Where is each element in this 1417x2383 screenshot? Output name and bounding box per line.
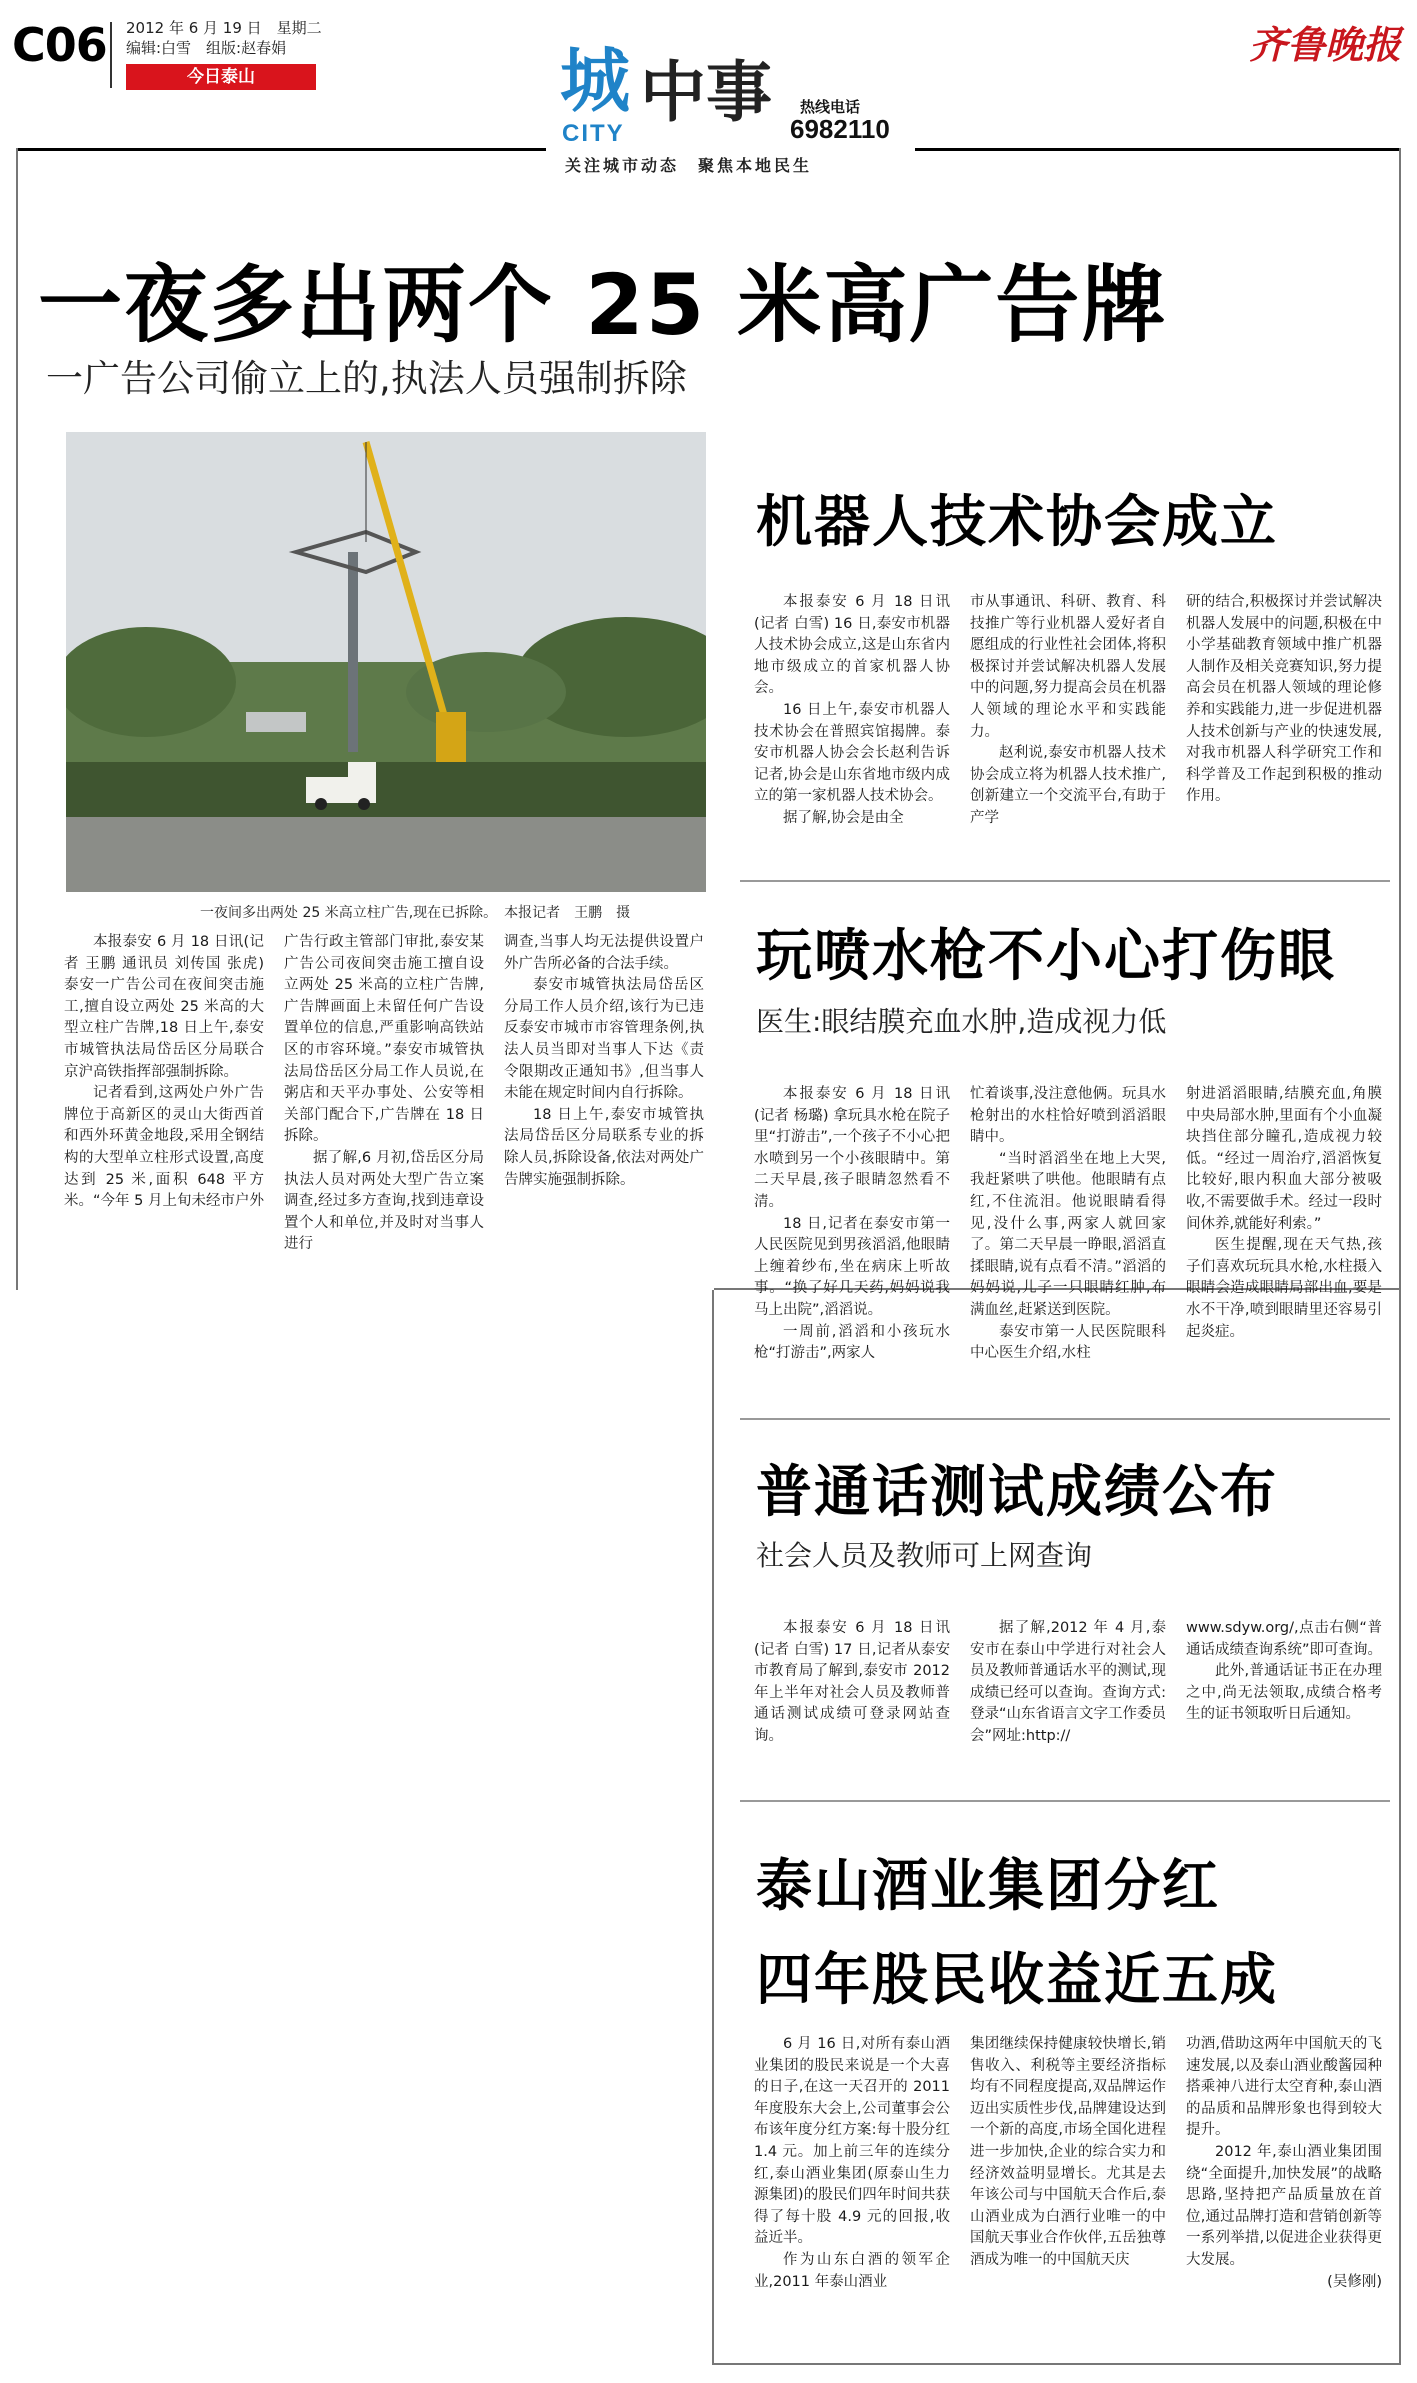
byline: (吴修刚) (1327, 2273, 1382, 2290)
paragraph: 一周前,滔滔和小孩玩水枪“打游击”,两家人 (754, 1323, 950, 1362)
paragraph: 医生提醒,现在天气热,孩子们喜欢玩玩具水枪,水柱摄入眼睛会造成眼睛局部出血,要是水不干净,喷到眼睛里还容易引起炎症。 (1186, 1237, 1382, 1340)
robot-column-2 (970, 592, 1166, 830)
hotline-label: 热线电话 (800, 98, 861, 116)
winery-column-3 (1186, 2034, 1382, 2293)
editor-line: 编辑:白雪 组版:赵春娟 (126, 39, 287, 57)
section-divider (740, 880, 1390, 882)
paragraph: 射进滔滔眼睛,结膜充血,角膜中央局部水肿,里面有个小血凝块挡住部分瞳孔,造成视力较低。“经过一周治疗,滔滔恢复比较好,眼内积血大部分被吸收,不需要做手术。经过一段时间休养,就能好利索。” (1186, 1086, 1382, 1232)
winery-title-1: 泰山酒业集团分红 (756, 1854, 1220, 1919)
paragraph: 功酒,借助这两年中国航天的飞速发展,以及泰山酒业酸酱园种搭乘神八进行太空育种,泰山酒的品质和品牌形象也得到较大提升。 (1186, 2036, 1382, 2139)
mandarin-column-3 (1186, 1618, 1382, 1726)
paragraph: 记者看到,这两处户外广告牌位于高新区的灵山大街西首和西外环黄金地段,采用全钢结构的大型单立柱形式设置,高度达到 25 米,面积 648 平方米。“今年 5 月上旬未经市户外 (64, 1085, 264, 1210)
header-divider (110, 22, 112, 88)
lead-column-1 (64, 932, 264, 1213)
column-slogan: 关注城市动态 聚焦本地民生 (565, 156, 813, 175)
paragraph: 18 日上午,泰安市城管执法局岱岳区分局联系专业的拆除人员,拆除设备,依法对两处广告牌实施强制拆除。 (504, 1106, 704, 1188)
section-divider (740, 1418, 1390, 1420)
watergun-subtitle: 医生:眼结膜充血水肿,造成视力低 (756, 1005, 1167, 1038)
hotline-number: 6982110 (790, 114, 890, 144)
logo-zhongshi: 中事 (640, 54, 772, 131)
winery-column-2 (970, 2034, 1166, 2272)
page-number: C06 (12, 18, 107, 72)
billboard-photo-image (66, 432, 706, 892)
lead-column-2 (284, 932, 484, 1256)
winery-column-1 (754, 2034, 950, 2293)
paragraph: 研的结合,积极探讨并尝试解决机器人发展中的问题,积极在中小学基础教育领域中推广机器人制作及相关竞赛知识,努力提高会员在机器人领域的理论修养和实践能力,进一步促进机器人技术创新与产业的快速发展,对我市机器人科学研究工作和科学普及工作起到积极的推动作用。 (1186, 594, 1382, 805)
mandarin-subtitle: 社会人员及教师可上网查询 (756, 1539, 1093, 1572)
watergun-column-3 (1186, 1084, 1382, 1343)
paragraph: 市从事通讯、科研、教育、科技推广等行业机器人爱好者自愿组成的行业性社会团体,将积极探讨并尝试解决机器人发展中的问题,努力提高会员在机器人领域的理论水平和实践能力。 (970, 594, 1166, 740)
paragraph: 泰安市城管执法局岱岳区分局工作人员介绍,该行为已违反泰安市城市市容管理条例,执法人员当即对当事人下达《责令限期改正通知书》,但当事人未能在规定时间内自行拆除。 (504, 977, 704, 1102)
mandarin-column-2 (970, 1618, 1166, 1748)
winery-title-2: 四年股民收益近五成 (756, 1948, 1278, 2013)
paragraph: 6 月 16 日,对所有泰山酒业集团的股民来说是一个大喜的日子,在这一天召开的 2011 年度股东大会上,公司董事会公布该年度分红方案:每十股分红 1.4 元。加上前三年的连续分红,泰山酒业集团(原泰山生力源集团)的股民们四年时间共获得了每十股 4.9 元的回报,收益近半。 (754, 2036, 950, 2247)
lead-subhead: 一广告公司偷立上的,执法人员强制拆除 (46, 357, 687, 400)
logo-city: CITY (562, 120, 625, 147)
lead-headline: 一夜多出两个 25 米高广告牌 (38, 256, 1168, 354)
paragraph: 本报泰安 6 月 18 日讯(记者 杨璐) 拿玩具水枪在院子里“打游击”,一个孩子不小心把水喷到另一个小孩眼睛中。第二天早晨,孩子眼睛忽然看不清。 (754, 1086, 950, 1210)
paragraph: 集团继续保持健康较快增长,销售收入、利税等主要经济指标均有不同程度提高,双品牌运作迈出实质性步伐,品牌建设达到一个新的高度,市场全国化进程进一步加快,企业的综合实力和经济效益明显增长。尤其是去年该公司与中国航天合作后,泰山酒业成为白酒行业唯一的中国航天事业合作伙伴,五岳独尊酒成为唯一的中国航天庆 (970, 2036, 1166, 2268)
paragraph: www.sdyw.org/,点击右侧“普通话成绩查询系统”即可查询。 (1186, 1620, 1383, 1658)
paragraph: 据了解,6 月初,岱岳区分局执法人员对两处大型广告立案调查,经过多方查询,找到违章设置个人和单位,并及时对当事人进行 (284, 1149, 484, 1253)
paragraph: 据了解,2012 年 4 月,泰安市在泰山中学进行对社会人员及教师普通话水平的测试,现成绩已经可以查询。查询方式:登录“山东省语言文字工作委员会”网址:http:// (970, 1620, 1167, 1744)
paragraph: 赵利说,泰安市机器人技术协会成立将为机器人技术推广,创新建立一个交流平台,有助于产学 (970, 745, 1166, 826)
watergun-column-2 (970, 1084, 1166, 1365)
photo-caption: 一夜间多出两处 25 米高立柱广告,现在已拆除。 本报记者 王鹏 摄 (200, 905, 631, 921)
paragraph: 泰安市第一人民医院眼科中心医生介绍,水柱 (970, 1323, 1166, 1362)
watergun-column-1 (754, 1084, 950, 1365)
newspaper-brand: 齐鲁晚报 (1248, 22, 1401, 67)
paragraph: 作为山东白酒的领军企业,2011 年泰山酒业 (754, 2251, 950, 2290)
section-divider (740, 1800, 1390, 1802)
billboard-photo (66, 432, 706, 892)
robot-column-3 (1186, 592, 1382, 808)
watergun-title: 玩喷水枪不小心打伤眼 (756, 924, 1336, 989)
mandarin-title: 普通话测试成绩公布 (756, 1460, 1278, 1525)
lead-column-3 (504, 932, 704, 1191)
robot-title: 机器人技术协会成立 (756, 490, 1278, 555)
paragraph: 2012 年,泰山酒业集团围绕“全面提升,加快发展”的战略思路,坚持把产品质量放在首位,通过品牌打造和营销创新等一系列举措,以促进企业获得更大发展。 (1186, 2143, 1382, 2268)
logo-cheng: 城 (560, 40, 630, 122)
paragraph: 16 日上午,泰安市机器人技术协会在普照宾馆揭牌。泰安市机器人协会会长赵利告诉记者,协会是山东省地市级内成立的第一家机器人技术协会。 (754, 701, 950, 805)
section-badge: 今日泰山 (126, 64, 316, 90)
paragraph: 调查,当事人均无法提供设置户外广告所必备的合法手续。 (504, 934, 704, 972)
robot-column-1 (754, 592, 950, 830)
mandarin-column-1 (754, 1618, 950, 1748)
paragraph: 本报泰安 6 月 18 日讯(记者 王鹏 通讯员 刘传国 张虎) 泰安一广告公司在夜间突击施工,擅自设立两处 25 米高的大型立柱广告牌,18 日上午,泰安市城管执法局岱岳区分局联合京沪高铁指挥部强制拆除。 (64, 934, 264, 1080)
paragraph: 广告行政主管部门审批,泰安某广告公司夜间突击施工擅自设立两处 25 米高的立柱广告牌,广告牌画面上未留任何广告设置单位的信息,严重影响高铁站区的市容环境。”泰安市城管执法局岱岳区分局工作人员说,在粥店和天平办事处、公安等相关部门配合下,广告牌在 18 日拆除。 (284, 934, 484, 1145)
paragraph: 忙着谈事,没注意他俩。玩具水枪射出的水柱恰好喷到滔滔眼睛中。 (970, 1086, 1166, 1146)
paragraph: 18 日,记者在泰安市第一人民医院见到男孩滔滔,他眼睛上缠着纱布,坐在病床上听故事。“换了好几天药,妈妈说我马上出院”,滔滔说。 (754, 1215, 950, 1318)
header-meta (126, 18, 322, 58)
paragraph: 此外,普通话证书正在办理之中,尚无法领取,成绩合格考生的证书领取听日后通知。 (1186, 1663, 1382, 1723)
paragraph: 据了解,协会是由全 (783, 809, 904, 826)
paragraph: 本报泰安 6 月 18 日讯(记者 白雪) 16 日,泰安市机器人技术协会成立,这是山东省内地市级成立的首家机器人协会。 (754, 594, 950, 697)
paragraph: “当时滔滔坐在地上大哭,我赶紧哄了哄他。他眼睛有点红,不住流泪。他说眼睛看得见,没什么事,两家人就回家了。第二天早晨一睁眼,滔滔直揉眼睛,说有点看不清。”滔滔的妈妈说,儿子一只眼睛红肿,布满血丝,赶紧送到医院。 (970, 1150, 1166, 1318)
paragraph: 本报泰安 6 月 18 日讯(记者 白雪) 17 日,记者从泰安市教育局了解到,泰安市 2012 年上半年对社会人员及教师普通话测试成绩可登录网站查询。 (754, 1620, 950, 1744)
date-line: 2012 年 6 月 19 日 星期二 (126, 19, 322, 37)
